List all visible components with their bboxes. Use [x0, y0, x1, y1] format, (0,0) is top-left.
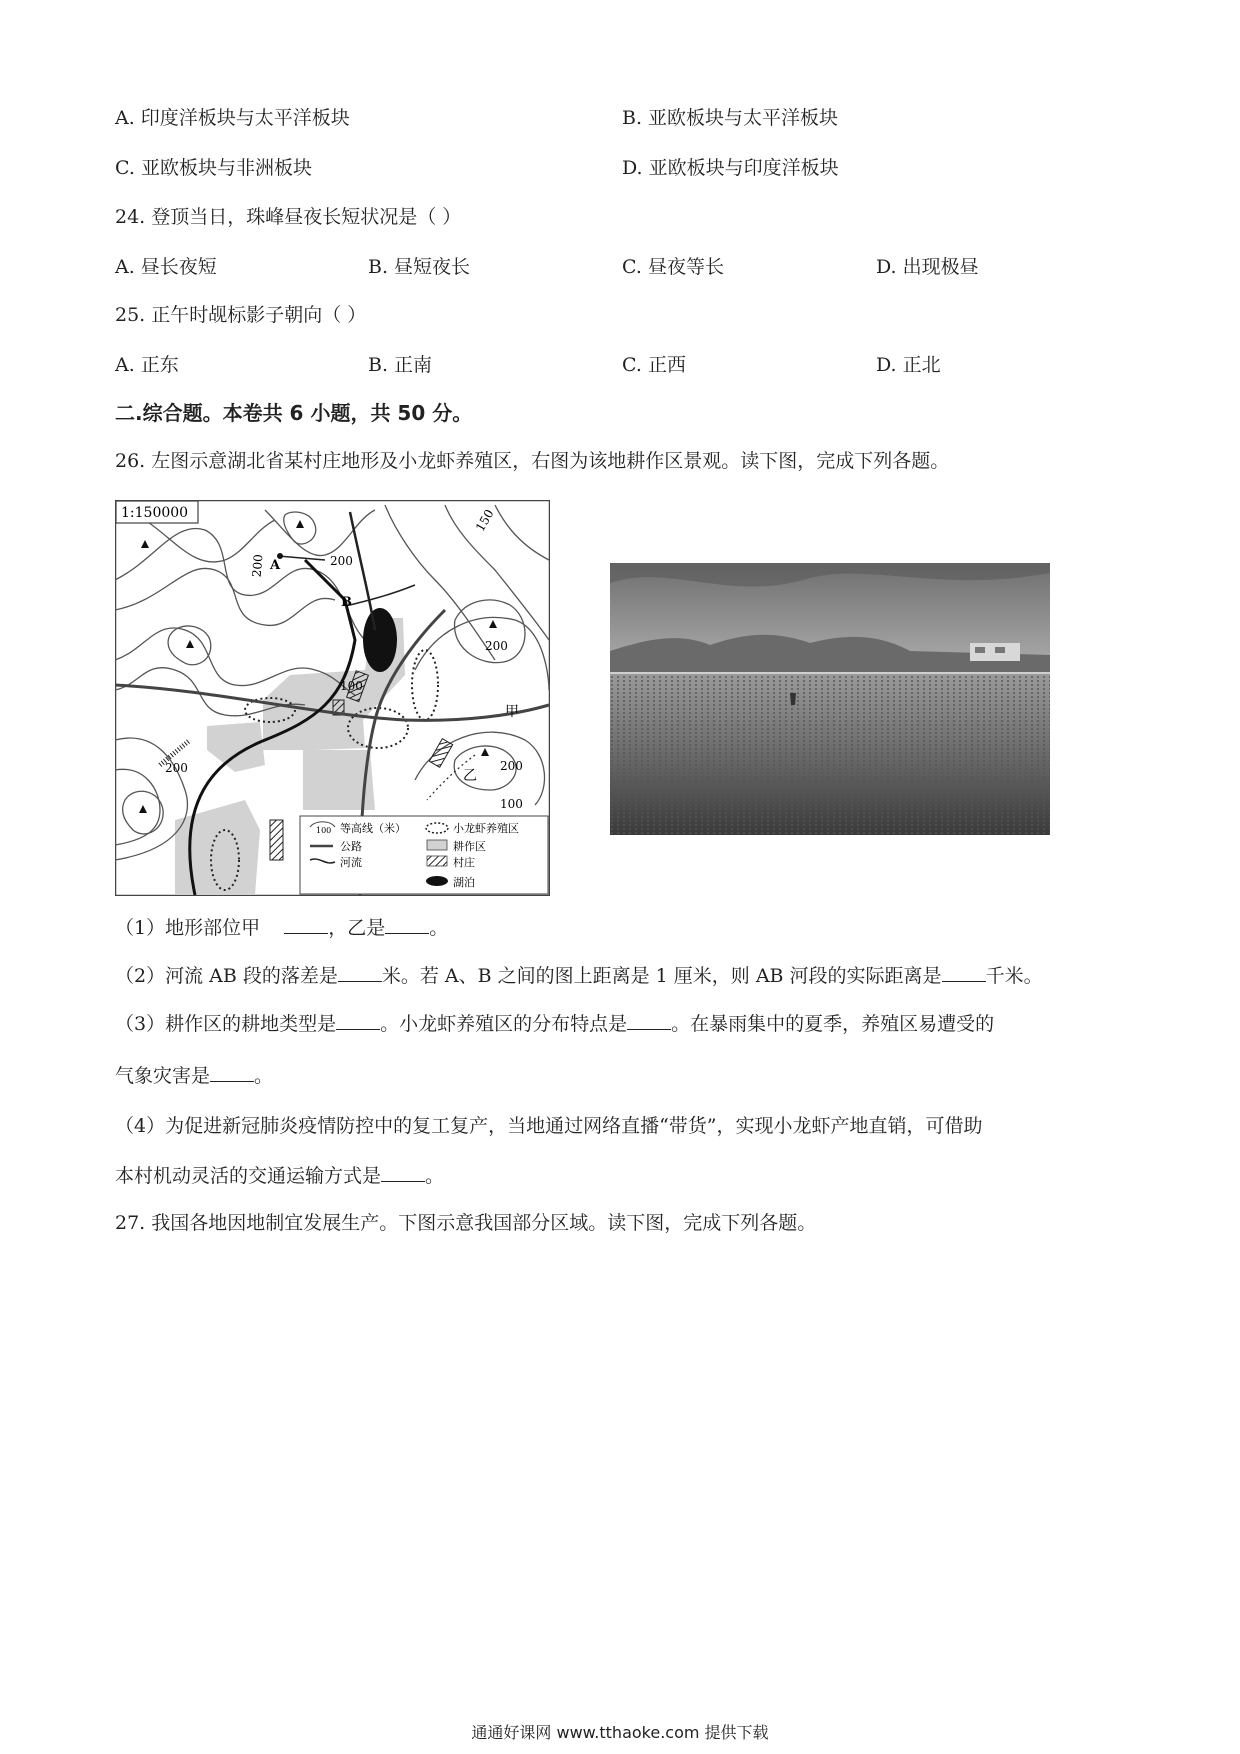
q26-sub2: （2）河流 AB 段的落差是 米。若 A、B 之间的图上距离是 1 厘米，则 AB 河段的实际距离是 千米。 [115, 965, 1043, 987]
contour-label-100-a: 100 [340, 679, 363, 693]
answer-blank[interactable] [284, 915, 328, 934]
q26-sub3: （3）耕作区的耕地类型是 。小龙虾养殖区的分布特点是 。在暴雨集中的夏季，养殖区易遭受的 [115, 1013, 995, 1035]
answer-blank[interactable] [210, 1063, 254, 1082]
contour-label-200-d: 200 [500, 759, 523, 773]
q23-option-a: A. 印度洋板块与太平洋板块 [115, 107, 350, 129]
map-legend [300, 816, 548, 894]
contour-label-150: 150 [472, 506, 497, 534]
legend-contour: 等高线（米） [340, 822, 406, 835]
legend-farm: 耕作区 [453, 840, 486, 853]
q24-option-c: C. 昼夜等长 [622, 256, 724, 278]
svg-text:100: 100 [316, 826, 332, 835]
legend-lake: 湖泊 [453, 876, 475, 889]
paddy-field-photo [610, 563, 1050, 835]
q23-option-c: C. 亚欧板块与非洲板块 [115, 157, 312, 179]
contour-label-200-b: 200 [249, 553, 266, 578]
q25-option-d: D. 正北 [876, 354, 941, 376]
contour-label-100-b: 100 [500, 797, 523, 811]
q25-option-c: C. 正西 [622, 354, 686, 376]
answer-blank[interactable] [942, 963, 986, 982]
contour-label-200-c: 200 [485, 639, 508, 653]
page-footer: 通通好课网 www.tthaoke.com 提供下载 [471, 1723, 769, 1742]
map-scale: 1:150000 [121, 505, 189, 521]
q23-option-b: B. 亚欧板块与太平洋板块 [622, 107, 839, 129]
q25-option-b: B. 正南 [368, 354, 433, 376]
q25-stem: 25. 正午时觇标影子朝向（ ） [115, 304, 367, 326]
q26-sub3-cont: 气象灾害是 。 [115, 1065, 274, 1087]
q26-stem: 26. 左图示意湖北省某村庄地形及小龙虾养殖区，右图为该地耕作区景观。读下图，完成下列各题。 [115, 450, 950, 472]
jia-label: 甲 [505, 704, 519, 720]
yi-label: 乙 [463, 768, 477, 784]
legend-river: 河流 [340, 856, 362, 869]
q24-option-b: B. 昼短夜长 [368, 256, 471, 278]
q23-option-d: D. 亚欧板块与印度洋板块 [622, 157, 839, 179]
q27-stem: 27. 我国各地因地制宜发展生产。下图示意我国部分区域。读下图，完成下列各题。 [115, 1212, 817, 1234]
answer-blank[interactable] [381, 1163, 425, 1182]
section-2-heading: 二.综合题。本卷共 6 小题，共 50 分。 [115, 401, 473, 425]
point-b-label: B [341, 595, 352, 610]
q25-option-a: A. 正东 [115, 354, 179, 376]
contour-label-200-e: 200 [165, 761, 188, 775]
answer-blank[interactable] [336, 1011, 380, 1030]
q24-option-a: A. 昼长夜短 [115, 256, 217, 278]
q26-sub4: （4）为促进新冠肺炎疫情防控中的复工复产，当地通过网络直播“带货”，实现小龙虾产地直销，可借助 [115, 1115, 983, 1137]
answer-blank[interactable] [338, 963, 382, 982]
answer-blank[interactable] [385, 915, 429, 934]
contour-label-200-a: 200 [330, 554, 353, 568]
legend-crayfish: 小龙虾养殖区 [453, 822, 519, 835]
answer-blank[interactable] [627, 1011, 671, 1030]
topographic-map [115, 500, 550, 896]
legend-village: 村庄 [453, 856, 475, 869]
q24-stem: 24. 登顶当日，珠峰昼夜长短状况是（ ） [115, 206, 462, 228]
q24-option-d: D. 出现极昼 [876, 256, 979, 278]
point-a-label: A [270, 558, 281, 573]
q26-sub4-cont: 本村机动灵活的交通运输方式是 。 [115, 1165, 445, 1187]
legend-road: 公路 [340, 840, 362, 853]
q26-sub1: （1）地形部位甲 ，乙是 。 [115, 917, 449, 939]
